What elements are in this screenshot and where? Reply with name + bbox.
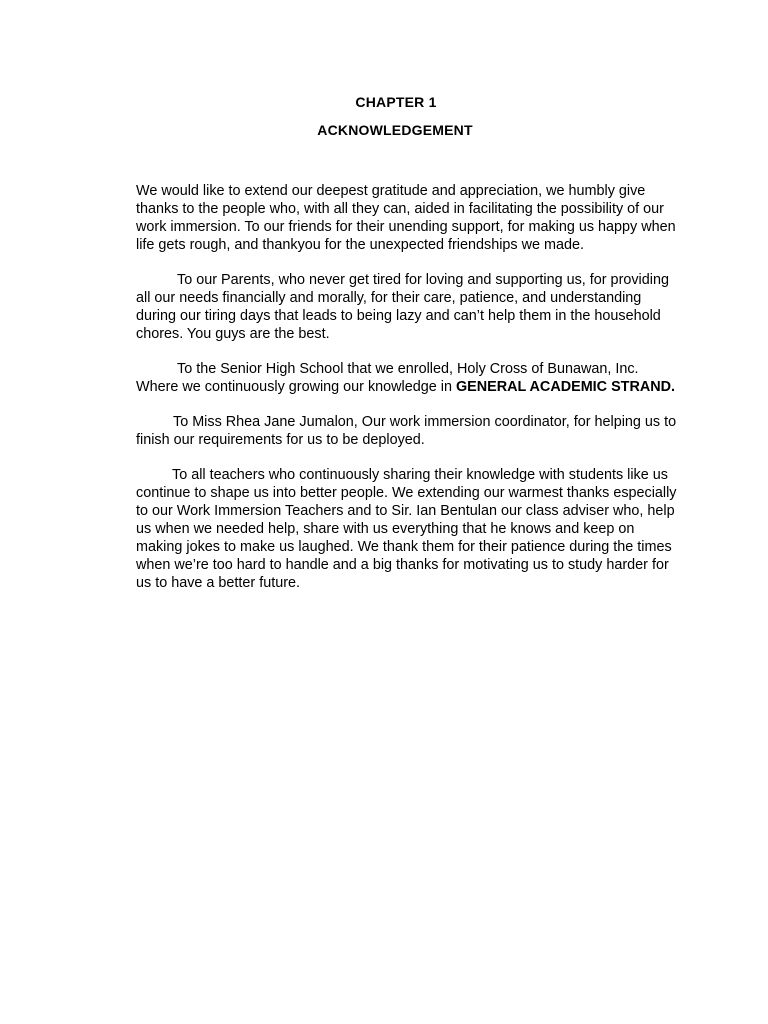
paragraph-teachers: To all teachers who continuously sharing their knowledge with students like us continue to shape us into better people. We extending our warmest thanks especially to our Work Immersion Teachers and to Sir. Ian Bentulan our class adviser who, help us when we needed help, share with us everything that he knows and keep on making jokes to make us laughed. We thank them for their patience during the times when we’re too hard to handle and a big thanks for motivating us to study harder for us to have a better future.	[136, 467, 677, 591]
chapter-heading: CHAPTER 1	[355, 94, 437, 110]
paragraph-parents: To our Parents, who never get tired for loving and supporting us, for providing all our needs financially and morally, for their care, patience, and understanding during our tiring days that leads to being lazy and can’t help them in the household chores. You guys are the best.	[136, 272, 669, 342]
paragraph-gratitude: We would like to extend our deepest gratitude and appreciation, we humbly give thanks to the people who, with all they can, aided in facilitating the possibility of our work immersion. To our friends for their unending support, for making us happy when life gets rough, and thankyou for the unexpected friendships we made.	[136, 183, 676, 253]
paragraph-coordinator: To Miss Rhea Jane Jumalon, Our work immersion coordinator, for helping us to finish our requirements for us to be deployed.	[136, 414, 677, 448]
paragraph-school-text: To the Senior High School that we enrolled, Holy Cross of Bunawan, Inc. Where we continuously growing our knowledge in	[136, 361, 639, 395]
page-title: ACKNOWLEDGEMENT	[317, 122, 473, 138]
paragraph-school	[136, 360, 681, 396]
document-body	[136, 182, 681, 609]
strand-name: GENERAL ACADEMIC STRAND.	[455, 379, 676, 395]
